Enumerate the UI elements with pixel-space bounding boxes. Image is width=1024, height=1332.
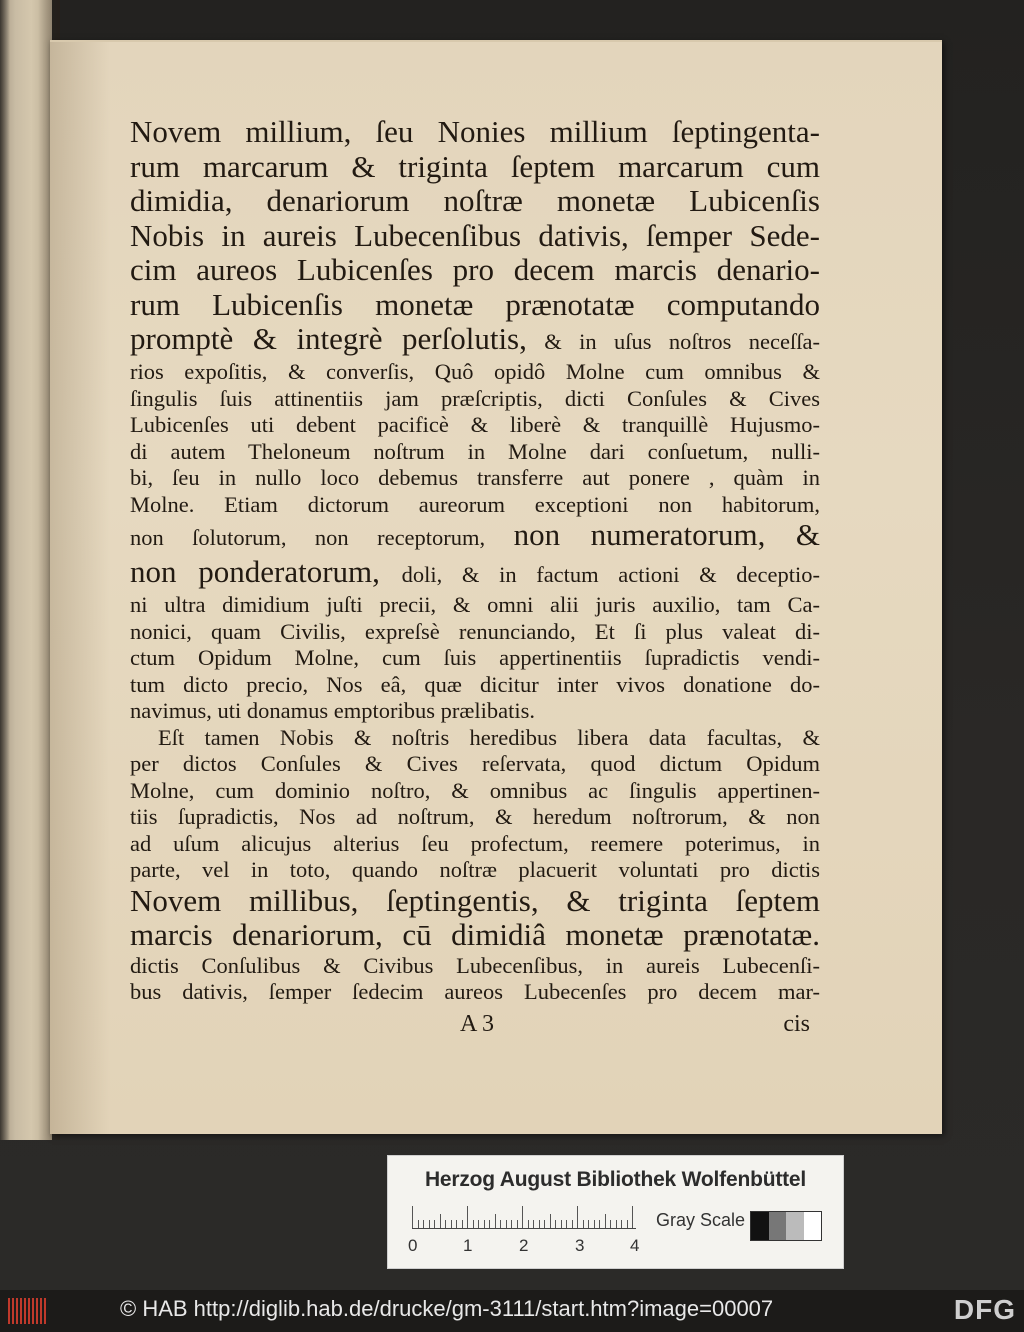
dfg-logo: DFG [953,1294,1016,1325]
ruler-tick [588,1220,589,1228]
text-line: bus dativis, ſemper ſedecim aureos Lubecenſes pro decem mar- [130,979,820,1004]
ruler-tick [440,1214,441,1228]
text-line: cim aureos Lubicenſes pro decem marcis denario- [130,252,820,287]
text-line: ctum Opidum Molne, cum ſuis appertinentiis ſupradictis vendi- [130,645,820,670]
library-label [387,1155,844,1269]
ruler-tick [445,1220,446,1228]
gray-scale-swatch [750,1211,822,1241]
text-line [130,322,820,359]
ruler-tick [511,1220,512,1228]
text-line: Eſt tamen Nobis & noſtris heredibus libera data facultas, & [158,724,820,750]
gray-step [751,1212,769,1240]
barcode-icon [8,1298,48,1324]
text-fragment: non numeratorum, & [513,517,820,552]
book-page [50,40,942,1134]
ruler-tick [456,1220,457,1228]
ruler-tick [577,1206,578,1228]
ruler-tick [489,1220,490,1228]
ruler-tick [412,1206,413,1228]
ruler-tick [517,1220,518,1228]
text-line: navimus, uti donamus emptoribus prælibatis. [130,698,535,723]
text-line [130,518,820,555]
text-line: Molne. Etiam dictorum aureorum exceptioni non habitorum, [130,491,820,517]
text-fragment: non ponderatorum, [130,554,402,589]
gray-scale-label: Gray Scale [656,1210,746,1230]
text-line: ad uſum alicujus alterius ſeu profectum, reemere poterimus, in [130,830,820,856]
gray-step [769,1212,787,1240]
text-line: marcis denariorum, cū dimidiâ monetæ prænotatæ. [130,917,820,952]
catchword: cis [783,1010,810,1037]
gray-step [786,1212,804,1240]
scale-number: 1 [463,1236,473,1255]
text-line: rum marcarum & triginta ſeptem marcarum cum [130,148,820,184]
text-line: ni ultra dimidium juſti precii, & omni alii juris auxilio, tam Ca- [130,592,820,617]
scale-number: 3 [575,1236,585,1255]
page-text [130,115,820,1038]
ruler-tick [451,1220,452,1228]
ruler-tick [473,1220,474,1228]
left-edge [0,0,10,1140]
text-line: per dictos Conſules & Cives reſervata, quod dictum Opidum [130,751,820,776]
ruler-tick [462,1220,463,1228]
ruler-tick [429,1220,430,1228]
barcode-stripe [32,1298,34,1324]
ruler-tick [610,1220,611,1228]
ruler-tick [627,1220,628,1228]
text-line: bi, ſeu in nullo loco debemus transferre aut ponere , quàm in [130,465,820,490]
text-fragment: non ſolutorum, non receptorum, [130,525,514,550]
scale-number: 4 [630,1236,640,1255]
text-line [130,555,820,592]
ruler-tick [566,1220,567,1228]
text-line: ſingulis ſuis attinentiis jam præſcriptis, dicti Conſules & Cives [130,385,820,411]
ruler-tick [583,1220,584,1228]
ruler-tick [423,1220,424,1228]
library-name: Herzog August Bibliothek Wolfenbüttel [424,1168,807,1191]
text-line: nonici, quam Civilis, expreſsè renunciando, Et ſi plus valeat di- [130,618,820,644]
ruler-tick [528,1220,529,1228]
text-line: tiis ſupradictis, Nos ad noſtrum, & heredum noſtrorum, & non [130,804,820,829]
text-line: dimidia, denariorum noſtræ monetæ Lubicenſis [130,183,820,218]
ruler-tick [632,1206,633,1228]
text-line: dictis Conſulibus & Civibus Lubecenſibus, in aureis Lubecenſi- [130,952,820,978]
barcode-stripe [16,1298,18,1324]
ruler-tick [599,1220,600,1228]
scale-number: 0 [408,1236,418,1255]
barcode-stripe [8,1298,10,1324]
ruler-tick [467,1206,468,1228]
text-fragment: & in uſus noſtros neceſſa- [526,329,821,354]
ruler-tick [434,1220,435,1228]
ruler-tick [544,1220,545,1228]
barcode-stripe [24,1298,26,1324]
gray-step [804,1212,822,1240]
text-line: di autem Theloneum noſtrum in Molne dari conſuetum, nulli- [130,438,820,464]
ruler-tick [550,1214,551,1228]
ruler-tick [500,1220,501,1228]
ruler-tick [555,1220,556,1228]
scale-ruler [412,1204,636,1229]
text-line: Novem millibus, ſeptingentis, & triginta ſeptem [130,882,820,918]
barcode-stripe [44,1298,46,1324]
barcode-stripe [20,1298,22,1324]
ruler-tick [561,1220,562,1228]
ruler-tick [572,1220,573,1228]
ruler-tick [594,1220,595,1228]
text-line: rum Lubicenſis monetæ prænotatæ computando [130,286,820,322]
barcode-stripe [36,1298,38,1324]
text-fragment: doli, & in factum actioni & deceptio- [401,562,821,587]
ruler-tick [621,1220,622,1228]
ruler-tick [533,1220,534,1228]
ruler-tick [539,1220,540,1228]
text-line: tum dicto precio, Nos eâ, quæ dicitur inter vivos donatione do- [130,671,820,697]
ruler-tick [495,1214,496,1228]
ruler-tick [616,1220,617,1228]
ruler-tick [506,1220,507,1228]
signature-mark: A 3 [460,1010,495,1037]
barcode-stripe [40,1298,42,1324]
text-line: Molne, cum dominio noſtro, & omnibus ac ſingulis appertinen- [130,777,820,803]
text-line: Novem millium, ſeu Nonies millium ſeptingenta- [130,114,820,149]
ruler-tick [605,1214,606,1228]
scale-number: 2 [519,1236,529,1255]
copyright-link[interactable]: © HAB http://diglib.hab.de/drucke/gm-3111/start.htm?image=00007 [120,1296,774,1321]
text-fragment: promptè & integrè perſolutis, [130,321,527,356]
barcode-stripe [28,1298,30,1324]
text-line: parte, vel in toto, quando noſtræ placuerit voluntati pro dictis [130,857,820,882]
barcode-stripe [12,1298,14,1324]
text-line: Lubicenſes uti debent pacificè & liberè & tranquillè Hujusmo- [130,412,820,437]
text-line: Nobis in aureis Lubecenſibus dativis, ſemper Sede- [130,217,820,253]
page-footer-line [130,1010,820,1038]
text-line: rios expoſitis, & converſis, Quô opidô Molne cum omnibus & [130,359,820,384]
ruler-tick [522,1206,523,1228]
ruler-tick [484,1220,485,1228]
ruler-tick [478,1220,479,1228]
ruler-tick [418,1220,419,1228]
footer-bar [0,1290,1024,1332]
